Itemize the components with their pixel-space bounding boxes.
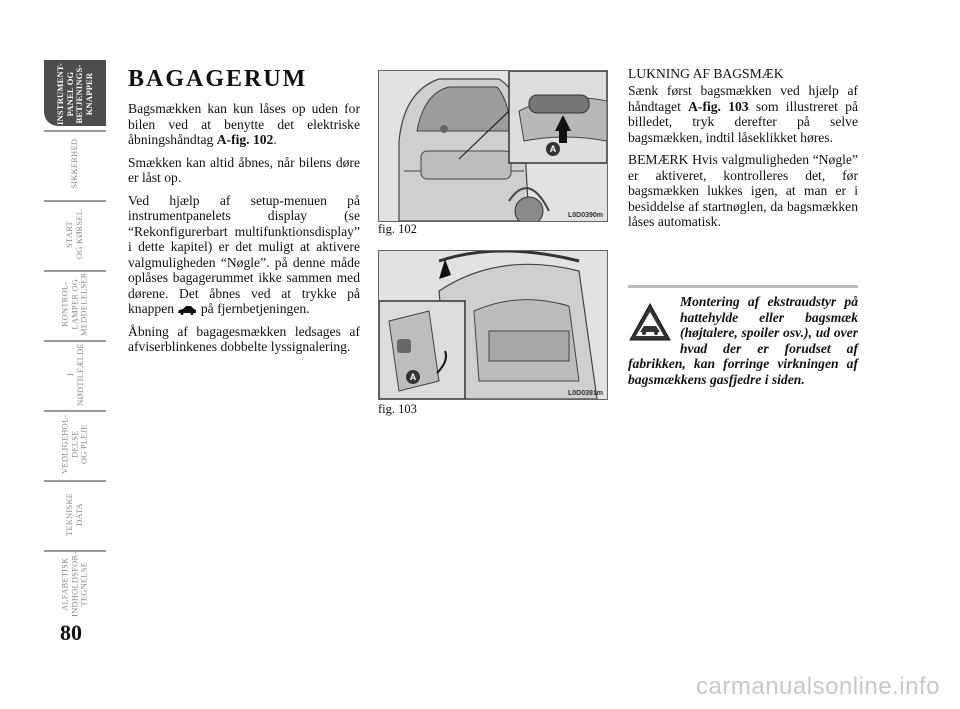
tab-label-sikkerhed: SIKKERHED: [69, 139, 80, 189]
warning-triangle-icon: [628, 302, 672, 342]
paragraph-3: Ved hjælp af setup-menuen på instrumentpanelets display (se “Rekonfigurerbart multifunktionsdisplay” i dette kapitel) er det muligt at aktivere valgmuligheden “Nøgle”. på denne måde oplåses bagagerummet ikke sammen med dørene. Det åbnes ved at trykke på knappen på fjernbetjeningen.: [128, 192, 360, 316]
warning-text: Montering af ekstraudstyr på hattehylde eller bagsmæk (højtalere, spoiler osv.), ud over hvad der er forudset af fabrikken, kan forringe virkningen af bagsmækkens gasfjedre i siden.: [628, 294, 858, 387]
fig103-caption: fig. 103: [378, 402, 417, 416]
right-column: [628, 66, 858, 237]
warning-box: [628, 285, 858, 387]
figure-102: [378, 70, 608, 222]
tab-sikkerhed[interactable]: [44, 130, 106, 196]
fig-ref-103[interactable]: A-fig. 103: [688, 98, 749, 114]
tab-vedligeholdelse[interactable]: [44, 410, 106, 476]
paragraph-4: Åbning af bagagesmækken ledsages af afviserblinkenes dobbelte lyssignalering.: [128, 323, 360, 354]
watermark: carmanualsonline.info: [696, 673, 940, 700]
tab-label-instrumentpanel: INSTRUMENT- PANEL OG BETJENINGS- KNAPPER: [55, 63, 94, 125]
tab-indholdsfortegnelse[interactable]: [44, 550, 106, 616]
tab-label-noedtilfaelde: I NØDTILFÆLDE: [64, 342, 85, 406]
tab-kontrollamper[interactable]: [44, 270, 106, 336]
tab-label-kontrollamper: KONTROL- LAMPER OG MEDDELELSER: [59, 272, 89, 336]
tab-label-indholdsfortegnelse: ALFABETISK INDHOLDSFOR- TEGNELSE: [59, 551, 89, 617]
chapter-sidebar: [44, 60, 106, 620]
tab-label-start-koersel: START OG KØRSEL: [64, 209, 84, 259]
section-title: BAGAGERUM: [128, 66, 308, 92]
paragraph-2: Smækken kan altid åbnes, når bilens døre er låst op.: [128, 154, 360, 185]
fig102-label-a: A: [549, 144, 557, 154]
fig103-label-a: A: [409, 372, 417, 382]
tab-start-koersel[interactable]: [44, 200, 106, 266]
tab-instrumentpanel[interactable]: [44, 60, 106, 126]
open-trunk-illustration: [379, 251, 607, 399]
car-rear-illustration: [379, 71, 607, 221]
closing-heading: LUKNING AF BAGSMÆK: [628, 66, 784, 81]
main-column: [128, 66, 360, 362]
tab-noedtilfaelde[interactable]: [44, 340, 106, 406]
fig102-code: L0D0390m: [567, 212, 603, 219]
fig102-caption: fig. 102: [378, 222, 417, 236]
closing-paragraph-1: Sænk først bagsmækken ved hjælp af håndtaget A-fig. 103 som illustreret på billedet, tryk derefter på selve bagsmækken, indtil låseklikket høres.: [628, 83, 858, 145]
car-unlock-icon: [177, 305, 197, 315]
paragraph-1: Bagsmækken kan kun låses op uden for bilen ved at benytte det elektriske åbningshåndtag A-fig. 102.: [128, 101, 360, 147]
tab-label-vedligeholdelse: VEDLIGEHOL- DELSE OG PLEJE: [59, 414, 89, 474]
tab-tekniske-data[interactable]: [44, 480, 106, 546]
closing-paragraph-2: BEMÆRK Hvis valgmuligheden “Nøgle” er aktiveret, kontrolleres det, før bagsmækken lukkes igen, at man er i besiddelse af startnøglen, da bagsmækken låses automatisk.: [628, 152, 858, 229]
tab-label-tekniske-data: TEKNISKE DATA: [64, 492, 84, 536]
fig-ref-102[interactable]: A-fig. 102: [216, 132, 274, 147]
page-number: 80: [60, 620, 82, 645]
fig103-code: L0D0391m: [567, 390, 603, 397]
figure-103: [378, 250, 608, 400]
